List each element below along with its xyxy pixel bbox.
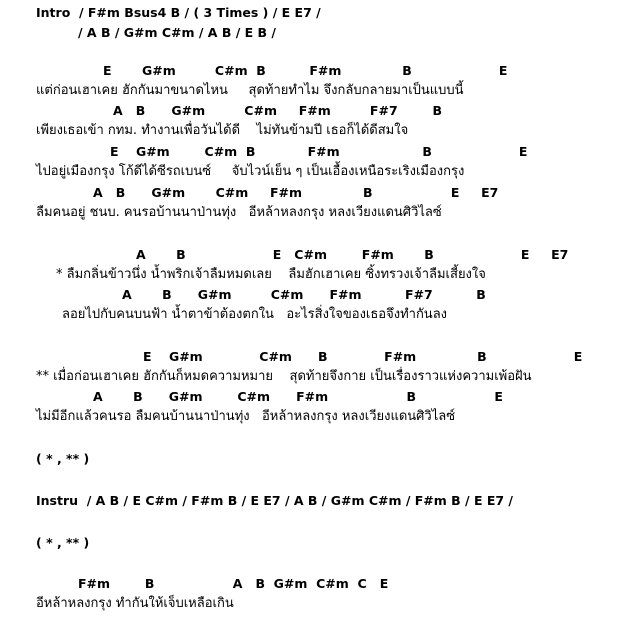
verse1-chords-4: A B G#m C#m F#m B E E7 <box>93 185 499 200</box>
intro-line-2: / A B / G#m C#m / A B / E B / <box>78 25 276 40</box>
chorus-chords-1: A B E C#m F#m B E E7 <box>136 247 569 262</box>
outro-chords: F#m B A B G#m C#m C E <box>78 576 389 591</box>
verse1-lyric-3: ไปอยู่เมืองกรุง โก้ดีได้ซีรถเบนซ์ จับไวน์เย็น ๆ เป็นเอื้องเหนือระเริงเมืองกรุง <box>36 164 465 179</box>
verse1-chords-1: E G#m C#m B F#m B E <box>103 63 508 78</box>
repeat-marker: ( * , ** ) <box>36 451 90 466</box>
verse2-chords-2: A B G#m C#m F#m B E <box>93 389 503 404</box>
verse1-lyric-1: แต่ก่อนเฮาเคย ฮักกันมาขนาดไหน สุดท้ายทำไม จึงกลับกลายมาเป็นแบบนี้ <box>36 83 464 98</box>
chorus-chords-2: A B G#m C#m F#m F#7 B <box>122 287 486 302</box>
verse2-lyric-2: ไม่มีอีกแล้วคนรอ ลืมคนบ้านนาป่านทุ่ง อีหล้าหลงกรุง หลงเวียงแดนศิวิไลซ์ <box>36 409 456 424</box>
verse1-chords-3: E G#m C#m B F#m B E <box>110 144 528 159</box>
instrumental-line: Instru / A B / E C#m / F#m B / E E7 / A B / G#m C#m / F#m B / E E7 / <box>36 493 513 508</box>
chorus-lyric-2: ลอยไปกับคนบนฟ้า น้ำตาข้าต้องตกใน อะไรสิ่งใจของเธอจึงทำกันลง <box>62 307 448 322</box>
outro-lyric: อีหล้าหลงกรุง ทำกันให้เจ็บเหลือเกิน <box>36 596 234 611</box>
verse2-chords-1: E G#m C#m B F#m B E <box>143 349 583 364</box>
repeat-marker-2: ( * , ** ) <box>36 535 90 550</box>
intro-line: Intro / F#m Bsus4 B / ( 3 Times ) / E E7 / <box>36 5 321 20</box>
verse1-chords-2: A B G#m C#m F#m F#7 B <box>113 103 442 118</box>
verse1-lyric-2: เพียงเธอเข้า กทม. ทำงานเพื่อวันได้ดี ไม่ทันข้ามปี เธอก็ได้ดีสมใจ <box>36 123 409 138</box>
verse1-lyric-4: ลืมคนอยู่ ชนบ. คนรอบ้านนาป่านทุ่ง อีหล้าหลงกรุง หลงเวียงแดนศิวิไลซ์ <box>36 205 442 220</box>
verse2-lyric-1: ** เมื่อก่อนเฮาเคย ฮักกันก็หมดความหมาย สุดท้ายจึงกาย เป็นเรื่องราวแห่งความเพ้อฝัน <box>36 369 532 384</box>
chorus-lyric-1: * ลืมกลิ่นข้าวนึ่ง น้ำพริกเจ้าลืมหมดเลย ลืมฮักเฮาเคย ซิ้งทรวงเจ้าลืมเสี้ยงใจ <box>56 267 486 282</box>
